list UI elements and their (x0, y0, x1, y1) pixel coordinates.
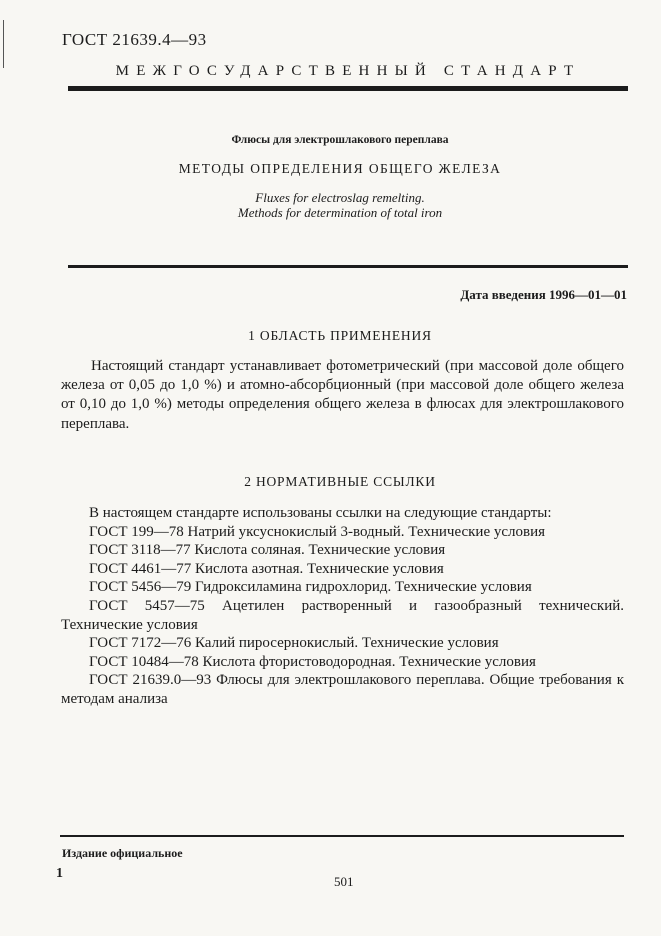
section-2-heading: 2 НОРМАТИВНЫЕ ССЫЛКИ (244, 474, 436, 489)
reference-item: ГОСТ 199—78 Натрий уксуснокислый 3-водный. Технические условия (89, 523, 546, 540)
title-english (60, 190, 620, 220)
reference-item: ГОСТ 5456—79 Гидроксиламина гидрохлорид. Технические условия (89, 579, 532, 596)
subtitle-russian: Флюсы для электрошлакового переплава (231, 134, 449, 146)
subtitle-english: Fluxes for electroslag remelting. (255, 190, 425, 205)
reference-item: ГОСТ 7172—76 Калий пиросернокислый. Технические условия (89, 635, 499, 652)
reference-item: ГОСТ 21639.0—93 Флюсы для электрошлакового переплава. Общие требования к методам анализа (61, 672, 624, 707)
reference-item: ГОСТ 10484—78 Кислота фтористоводородная. Технические условия (89, 653, 536, 670)
header-rule (68, 86, 628, 91)
reference-item: ГОСТ 5457—75 Ацетилен растворенный и газообразный технический. Технические условия (61, 597, 624, 633)
page-number: 501 (334, 874, 354, 889)
title-russian: МЕТОДЫ ОПРЕДЕЛЕНИЯ ОБЩЕГО ЖЕЛЕЗА (178, 161, 502, 176)
title-english-line: Methods for determination of total iron (237, 205, 443, 220)
footer-left-mark: 1 (56, 866, 63, 881)
standard-banner: МЕЖГОСУДАРСТВЕННЫЙ СТАНДАРТ (115, 63, 581, 79)
section-1-heading: 1 ОБЛАСТЬ ПРИМЕНЕНИЯ (248, 328, 432, 343)
references-list (61, 504, 624, 709)
reference-item: ГОСТ 3118—77 Кислота соляная. Технические условия (89, 542, 446, 559)
section-1-text: Настоящий стандарт устанавливает фотометрический (при массовой доле общего железа от 0,05 до 1,0 %) и атомно-абсорбционный (при массовой доле общего железа от 0,10 до 1,0 %) методы определения общего железа в флюсах для электрошлакового переплава. (61, 358, 624, 432)
footer-rule (60, 835, 624, 837)
edition-label: Издание официальное (62, 846, 183, 860)
scan-edge-mark (3, 20, 4, 68)
reference-item: ГОСТ 4461—77 Кислота азотная. Технические условия (89, 560, 444, 577)
references-intro: В настоящем стандарте использованы ссылки на следующие стандарты: (89, 505, 552, 521)
title-rule (68, 265, 628, 268)
effective-date: Дата введения 1996—01—01 (460, 287, 627, 302)
document-code: ГОСТ 21639.4—93 (62, 30, 207, 49)
